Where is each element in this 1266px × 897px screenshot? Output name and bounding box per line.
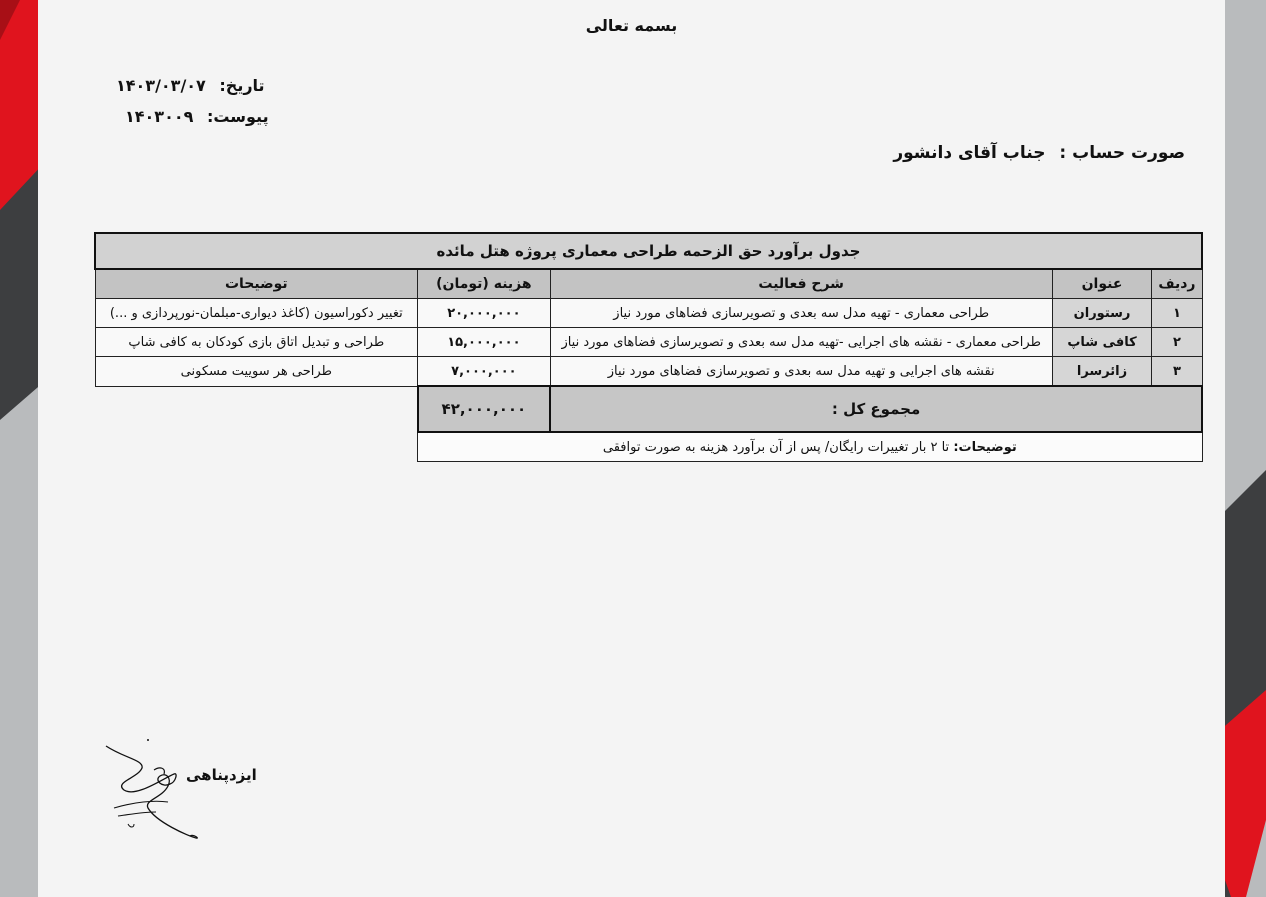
row-notes: طراحی و تبدیل اتاق بازی کودکان به کافی شاپ bbox=[95, 328, 418, 357]
date-line bbox=[116, 76, 265, 95]
table-title: جدول برآورد حق الزحمه طراحی معماری پروژه هتل مائده bbox=[95, 233, 1202, 269]
row-notes: طراحی هر سوییت مسکونی bbox=[95, 357, 418, 387]
table-row bbox=[95, 328, 1202, 357]
header-cost: هزینه (تومان) bbox=[418, 269, 551, 299]
total-row bbox=[95, 386, 1202, 432]
row-notes: تغییر دکوراسیون (کاغذ دیواری-مبلمان-نورپردازی و ...) bbox=[95, 299, 418, 328]
row-title: زائرسرا bbox=[1052, 357, 1152, 387]
header-activity: شرح فعالیت bbox=[550, 269, 1052, 299]
row-number: ۳ bbox=[1152, 357, 1202, 387]
total-label: مجموع کل : bbox=[550, 386, 1202, 432]
note-label: توضیحات: bbox=[953, 439, 1017, 455]
date-label: تاریخ: bbox=[219, 76, 265, 95]
row-title: رستوران bbox=[1052, 299, 1152, 328]
note-text: تا ۲ بار تغییرات رایگان/ پس از آن برآورد هزینه به صورت توافقی bbox=[602, 439, 950, 455]
attachment-line bbox=[125, 107, 269, 126]
invoice-page bbox=[38, 0, 1225, 897]
table-header-row bbox=[95, 269, 1202, 299]
signature-scribble bbox=[104, 738, 244, 848]
bill-to-line bbox=[893, 143, 1185, 163]
header-title: عنوان bbox=[1052, 269, 1152, 299]
bill-to-value: جناب آقای دانشور bbox=[893, 143, 1046, 163]
row-number: ۱ bbox=[1152, 299, 1202, 328]
bill-to-label: صورت حساب : bbox=[1059, 143, 1185, 163]
row-cost: ۲۰,۰۰۰,۰۰۰ bbox=[418, 299, 551, 328]
row-activity: طراحی معماری - نقشه های اجرایی -تهیه مدل سه بعدی و تصویرسازی فضاهای مورد نیاز bbox=[550, 328, 1052, 357]
table-row bbox=[95, 299, 1202, 328]
table-row bbox=[95, 357, 1202, 387]
row-number: ۲ bbox=[1152, 328, 1202, 357]
signatory-name: ایزدپناهی bbox=[186, 766, 257, 784]
row-activity: طراحی معماری - تهیه مدل سه بعدی و تصویرسازی فضاهای مورد نیاز bbox=[550, 299, 1052, 328]
note-row bbox=[95, 432, 1202, 462]
total-value: ۴۲,۰۰۰,۰۰۰ bbox=[418, 386, 551, 432]
fee-estimate-table bbox=[94, 232, 1203, 462]
row-cost: ۷,۰۰۰,۰۰۰ bbox=[418, 357, 551, 387]
row-cost: ۱۵,۰۰۰,۰۰۰ bbox=[418, 328, 551, 357]
attachment-value: ۱۴۰۳۰۰۹ bbox=[125, 107, 194, 126]
date-value: ۱۴۰۳/۰۳/۰۷ bbox=[116, 76, 206, 95]
row-title: کافی شاپ bbox=[1052, 328, 1152, 357]
note-cell bbox=[418, 432, 1202, 462]
page-heading: بسمه تعالی bbox=[585, 16, 678, 35]
header-notes: توضیحات bbox=[95, 269, 418, 299]
header-row-number: ردیف bbox=[1152, 269, 1202, 299]
attachment-label: پیوست: bbox=[206, 107, 269, 126]
row-activity: نقشه های اجرایی و تهیه مدل سه بعدی و تصویرسازی فضاهای مورد نیاز bbox=[550, 357, 1052, 387]
